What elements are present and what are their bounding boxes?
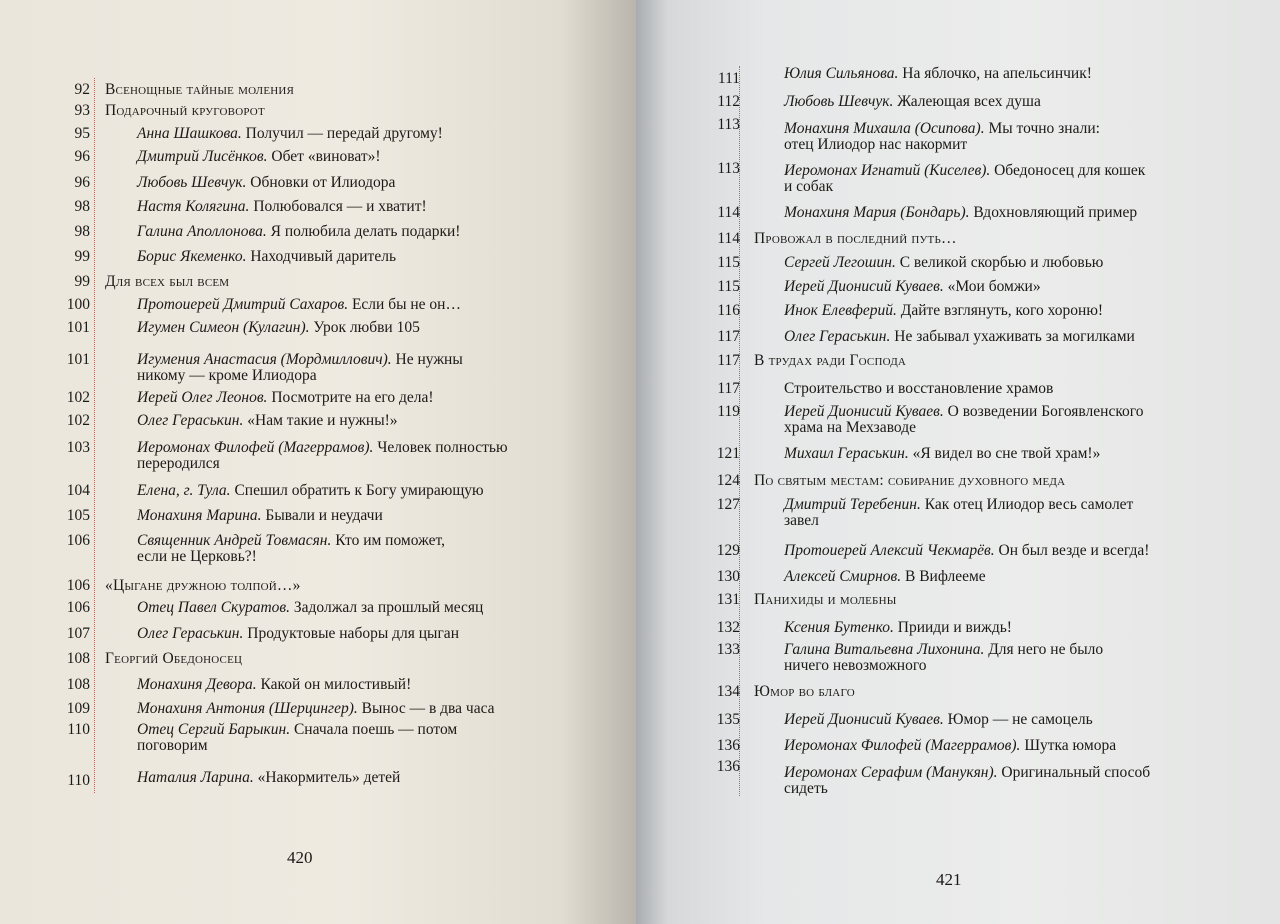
- toc-entry-title: Если бы не он…: [348, 296, 461, 313]
- toc-entry-text: [784, 446, 1100, 462]
- toc-page-number: 95: [74, 125, 90, 142]
- left-page: [0, 0, 636, 924]
- toc-entry-text: [784, 497, 1133, 529]
- toc-entry-text: [137, 533, 445, 565]
- toc-page-number: 99: [74, 248, 90, 265]
- toc-page-number: 110: [67, 772, 90, 789]
- toc-entry-author: Алексей Смирнов.: [784, 568, 902, 585]
- toc-entry-title: Обновки от Илиодора: [246, 174, 396, 191]
- toc-page-number: 108: [66, 650, 90, 667]
- toc-entry-text: [784, 66, 1092, 82]
- toc-entry-title: Мы точно знали:: [984, 120, 1100, 137]
- toc-entry-title-continued: завел: [784, 512, 819, 529]
- toc-entry-text: [784, 255, 1103, 271]
- toc-page-number: 115: [717, 278, 740, 295]
- toc-entry-author: Монахиня Антония (Шерцингер).: [137, 700, 358, 717]
- toc-entry-author: Инок Елевферий.: [784, 302, 897, 319]
- toc-page-number: 111: [717, 70, 740, 87]
- toc-entry-text: [137, 224, 460, 240]
- toc-entry-author: Монахиня Девора.: [137, 676, 257, 693]
- toc-entry-author: Наталия Ларина.: [137, 769, 254, 786]
- toc-page-number: 104: [66, 482, 90, 499]
- toc-entry-title-continued: переродился: [137, 455, 220, 472]
- toc-page-number: 117: [717, 380, 740, 397]
- toc-entry-author: Иерей Олег Леонов.: [137, 389, 268, 406]
- toc-page-number: 107: [66, 625, 90, 642]
- toc-page-number: 109: [66, 700, 90, 717]
- toc-entry-title: Оригинальный способ: [997, 764, 1151, 781]
- toc-entry-title: Бывали и неудачи: [261, 507, 383, 524]
- toc-entry-author: Монахиня Марина.: [137, 507, 262, 524]
- toc-entry-author: Монахиня Мария (Бондарь).: [784, 204, 970, 221]
- toc-entry-text: [137, 390, 433, 406]
- toc-entry-author: Игумения Анастасия (Мордмиллович).: [137, 351, 392, 368]
- toc-entry-author: Олег Гераськин.: [784, 328, 891, 345]
- toc-heading-text: Провожал в последний путь…: [754, 230, 957, 247]
- toc-entry-title-continued: поговорим: [137, 737, 208, 754]
- toc-entry-title: Обет «виноват»!: [267, 148, 381, 165]
- toc-entry-author: Иеромонах Игнатий (Киселев).: [784, 162, 991, 179]
- toc-entry-text: [784, 620, 1012, 636]
- toc-entry-text: [137, 352, 463, 384]
- toc-page-number: 130: [716, 568, 740, 585]
- toc-entry-title: Сначала поешь — потом: [290, 721, 458, 738]
- toc-entry-title: С великой скорбью и любовью: [895, 254, 1104, 271]
- toc-entry-author: Отец Сергий Барыкин.: [137, 721, 291, 738]
- toc-heading-text: В трудах ради Господа: [754, 352, 907, 369]
- toc-page-number: 119: [717, 403, 740, 420]
- toc-page-number: 106: [66, 577, 90, 594]
- toc-entry-author: Ксения Бутенко.: [784, 619, 894, 636]
- toc-entry-text: [137, 440, 508, 472]
- toc-heading-text: Панихиды и молебны: [754, 591, 897, 608]
- toc-entry-author: Иеромонах Филофей (Магеррамов).: [137, 439, 374, 456]
- toc-entry-text: [137, 483, 484, 499]
- toc-entry-text: [137, 149, 381, 165]
- toc-page-number: 124: [716, 472, 740, 489]
- toc-entry-text: [784, 569, 986, 585]
- toc-page-number: 93: [74, 102, 90, 119]
- toc-heading-text: Юмор во благо: [754, 683, 855, 700]
- toc-page-number: 114: [717, 204, 740, 221]
- toc-entry-text: [137, 249, 396, 265]
- toc-entry-title: Кто им поможет,: [331, 532, 445, 549]
- toc-entry-author: Галина Аполлонова.: [137, 223, 267, 240]
- toc-entry-title: Шутка юмора: [1020, 737, 1117, 754]
- toc-entry-title: Спешил обратить к Богу умирающую: [230, 482, 484, 499]
- toc-heading-text: По святым местам: собирание духовного меда: [754, 472, 1066, 489]
- toc-page-number: 98: [74, 223, 90, 240]
- toc-entry-title: На яблочко, на апельсинчик!: [898, 65, 1092, 82]
- toc-entry-author: Галина Витальевна Лихонина.: [784, 641, 985, 658]
- toc-heading-text: Всенощные тайные моления: [105, 81, 295, 98]
- toc-page-number: 102: [66, 412, 90, 429]
- toc-entry-title: Я полюбила делать подарки!: [266, 223, 461, 240]
- toc-page-number: 113: [717, 116, 740, 133]
- toc-page-number: 135: [716, 711, 740, 728]
- toc-entry-text: [137, 508, 383, 524]
- toc-heading-text: «Цыгане дружною толпой…»: [105, 577, 301, 594]
- toc-entry-title: Находчивый даритель: [246, 248, 397, 265]
- toc-page-number: 101: [66, 351, 90, 368]
- toc-entry-title: Не забывал ухаживать за могилками: [890, 328, 1135, 345]
- toc-entry-title: Юмор — не самоцель: [943, 711, 1093, 728]
- toc-entry-text: [137, 199, 427, 215]
- toc-entry-title: «Мои бомжи»: [943, 278, 1041, 295]
- toc-page-number: 96: [74, 148, 90, 165]
- toc-entry-text: [784, 163, 1145, 195]
- toc-page-number: 117: [717, 352, 740, 369]
- toc-entry-author: Анна Шашкова.: [137, 125, 242, 142]
- toc-heading-text: Георгий Обедоносец: [105, 650, 243, 667]
- toc-page-number: 106: [66, 532, 90, 549]
- toc-entry-title-continued: отец Илиодор нас накормит: [784, 136, 968, 153]
- toc-entry-text: [137, 600, 483, 616]
- toc-entry-title: Полюбовался — и хватит!: [249, 198, 427, 215]
- toc-entry-author: Елена, г. Тула.: [137, 482, 231, 499]
- toc-entry-title-continued: ничего невозможного: [784, 657, 927, 674]
- toc-entry-title: Прииди и виждь!: [893, 619, 1012, 636]
- toc-heading-text: Для всех был всем: [105, 273, 230, 290]
- toc-entry-text: [137, 626, 459, 642]
- toc-entry-title-continued: если не Церковь?!: [137, 548, 257, 565]
- toc-entry-text: [784, 543, 1149, 559]
- toc-entry-text: [137, 175, 395, 191]
- toc-entry-author: Иерей Дионисий Куваев.: [784, 403, 944, 420]
- toc-entry-author: Протоиерей Алексий Чекмарёв.: [784, 542, 995, 559]
- toc-entry-author: Монахиня Михаила (Осипова).: [784, 120, 985, 137]
- toc-entry-author: Сергей Легошин.: [784, 254, 896, 271]
- toc-page-number: 99: [74, 273, 90, 290]
- toc-entry-author: Дмитрий Лисёнков.: [137, 148, 268, 165]
- toc-page-number: 102: [66, 389, 90, 406]
- toc-entry-title: Урок любви 105: [309, 319, 420, 336]
- toc-page-number: 134: [716, 683, 740, 700]
- toc-page-number: 117: [717, 328, 740, 345]
- toc-entry-text: [784, 205, 1137, 221]
- toc-entry-title: Какой он милостивый!: [256, 676, 412, 693]
- toc-page-number: 131: [716, 591, 740, 608]
- toc-entry-author: Олег Гераськин.: [137, 625, 244, 642]
- toc-page-number: 136: [716, 758, 740, 775]
- toc-entry-title: Жалеющая всех душа: [893, 93, 1041, 110]
- toc-entry-title: Человек полностью: [373, 439, 508, 456]
- toc-entry-author: Любовь Шевчук.: [784, 93, 894, 110]
- toc-entry-author: Иеромонах Филофей (Магеррамов).: [784, 737, 1021, 754]
- toc-entry-text: [784, 738, 1116, 754]
- toc-entry-text: [784, 404, 1144, 436]
- toc-entry-title: Получил — передай другому!: [241, 125, 443, 142]
- toc-heading-text: Подарочный круговорот: [105, 102, 265, 119]
- toc-entry-text: [784, 712, 1093, 728]
- toc-page-number: 101: [66, 319, 90, 336]
- toc-entry-title: Он был везде и всегда!: [994, 542, 1150, 559]
- toc-page-number: 113: [717, 160, 740, 177]
- toc-entry-author: Иерей Дионисий Куваев.: [784, 711, 944, 728]
- toc-entry-text: [784, 642, 1103, 674]
- toc-entry-text: [784, 329, 1135, 345]
- toc-entry-title-continued: и собак: [784, 178, 834, 195]
- toc-entry-text: [137, 770, 400, 786]
- toc-entry-title: Для него не было: [984, 641, 1104, 658]
- toc-entry-text: [137, 722, 457, 754]
- toc-entry-title-continued: храма на Мехзаводе: [784, 419, 916, 436]
- toc-entry-text: [137, 126, 443, 142]
- toc-entry-title: «Нам такие и нужны!»: [243, 412, 398, 429]
- toc-entry-title: Не нужны: [391, 351, 463, 368]
- toc-page-number: 105: [66, 507, 90, 524]
- toc-entry-title: Посмотрите на его дела!: [267, 389, 434, 406]
- toc-entry-title: «Накормитель» детей: [253, 769, 401, 786]
- toc-entry-title: Обедоносец для кошек: [990, 162, 1146, 179]
- toc-entry-text: [137, 677, 411, 693]
- toc-entry-author: Борис Якеменко.: [137, 248, 247, 265]
- toc-page-number: 129: [716, 542, 740, 559]
- toc-entry-text: [784, 121, 1100, 153]
- toc-page-number: 100: [66, 296, 90, 313]
- toc-entry-title: О возведении Богоявленского: [943, 403, 1144, 420]
- toc-entry-title: Продуктовые наборы для цыган: [243, 625, 459, 642]
- toc-page-number: 98: [74, 198, 90, 215]
- toc-entry-title: Как отец Илиодор весь самолет: [920, 496, 1134, 513]
- toc-page-number: 110: [67, 721, 90, 738]
- toc-entry-text: [784, 279, 1041, 295]
- toc-entry-title: Вдохновляющий пример: [969, 204, 1138, 221]
- toc-page-number: 103: [66, 439, 90, 456]
- toc-entry-author: Священник Андрей Товмасян.: [137, 532, 332, 549]
- toc-page-number: 121: [716, 445, 740, 462]
- toc-page-number: 136: [716, 737, 740, 754]
- toc-entry-author: Протоиерей Дмитрий Сахаров.: [137, 296, 349, 313]
- toc-entry-author: Любовь Шевчук.: [137, 174, 247, 191]
- toc-entry-text: [784, 381, 1053, 397]
- toc-entry-author: Иерей Дионисий Куваев.: [784, 278, 944, 295]
- toc-entry-text: [784, 303, 1103, 319]
- toc-entry-author: Отец Павел Скуратов.: [137, 599, 291, 616]
- toc-page-number: 114: [717, 230, 740, 247]
- toc-entry-title: «Я видел во сне твой храм!»: [908, 445, 1101, 462]
- toc-entry-text: [137, 701, 495, 717]
- toc-entry-text: [784, 765, 1150, 797]
- toc-page-number: 108: [66, 676, 90, 693]
- toc-page-number: 133: [716, 641, 740, 658]
- toc-entry-text: [137, 320, 420, 336]
- toc-page-number: 115: [717, 254, 740, 271]
- right-page-number: 421: [936, 870, 962, 889]
- toc-entry-title: Задолжал за прошлый месяц: [290, 599, 484, 616]
- toc-page-number: 106: [66, 599, 90, 616]
- toc-entry-author: Настя Колягина.: [137, 198, 250, 215]
- toc-entry-title-continued: сидеть: [784, 780, 828, 797]
- left-column-rule: [94, 78, 95, 793]
- toc-entry-author: Иеромонах Серафим (Манукян).: [784, 764, 998, 781]
- toc-entry-author: Олег Гераськин.: [137, 412, 244, 429]
- toc-page-number: 116: [717, 302, 740, 319]
- toc-entry-text: [137, 297, 461, 313]
- toc-entry-title: В Вифлееме: [901, 568, 986, 585]
- toc-entry-author: Юлия Сильянова.: [784, 65, 899, 82]
- toc-entry-author: Дмитрий Теребенин.: [784, 496, 921, 513]
- toc-entry-title-continued: никому — кроме Илиодора: [137, 367, 317, 384]
- toc-entry-text: [137, 413, 398, 429]
- toc-page-number: 112: [717, 93, 740, 110]
- right-page: [636, 0, 1280, 924]
- toc-entry-author: Игумен Симеон (Кулагин).: [137, 319, 310, 336]
- toc-page-number: 92: [74, 81, 90, 98]
- toc-entry-title: Дайте взглянуть, кого хороню!: [896, 302, 1104, 319]
- toc-entry-title: Строительство и восстановление храмов: [784, 380, 1054, 397]
- toc-entry-author: Михаил Гераськин.: [784, 445, 909, 462]
- toc-page-number: 127: [716, 496, 740, 513]
- toc-page-number: 132: [716, 619, 740, 636]
- toc-entry-title: Вынос — в два часа: [357, 700, 495, 717]
- toc-page-number: 96: [74, 174, 90, 191]
- left-page-number: 420: [287, 848, 313, 867]
- toc-entry-text: [784, 94, 1041, 110]
